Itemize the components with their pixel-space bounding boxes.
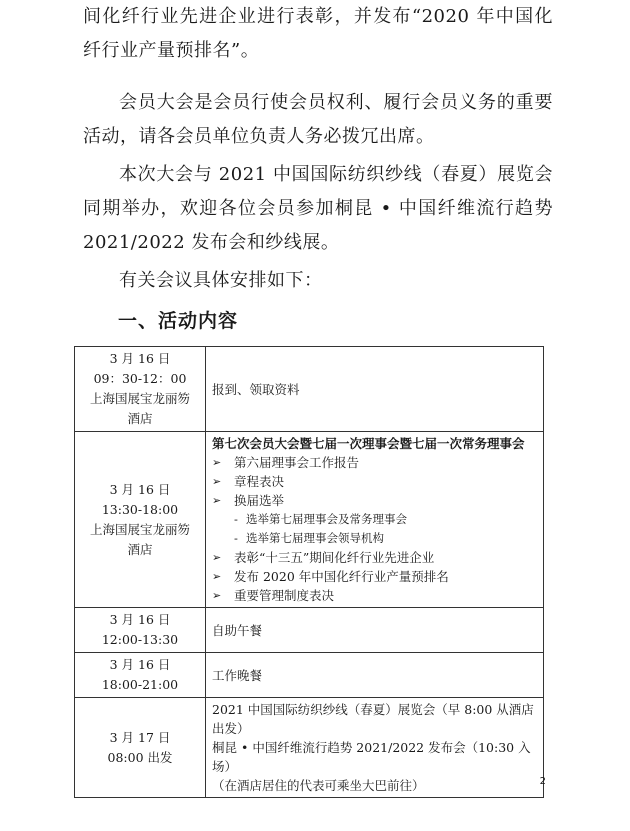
time-line: 3 月 16 日 xyxy=(109,351,171,366)
list-item-text: 表彰“十三五”期间化纤行业先进企业 xyxy=(234,550,435,565)
meeting-title: 第七次会员大会暨七届一次理事会暨七届一次常务理事会 xyxy=(212,436,525,451)
dash-icon: - xyxy=(234,531,238,545)
time-line: 3 月 16 日 xyxy=(109,657,171,672)
content-cell xyxy=(206,698,544,798)
list-item-text: 重要管理制度表决 xyxy=(234,588,335,603)
content-line: （在酒店居住的代表可乘坐大巴前往） xyxy=(212,778,425,793)
time-line: 上海国展宝龙丽笏 xyxy=(89,521,190,537)
content-cell xyxy=(206,653,544,698)
sub-item-text: 选举第七届理事会及常务理事会 xyxy=(246,512,407,526)
list-item xyxy=(212,567,537,586)
arrow-bullet-icon: ➢ xyxy=(212,494,222,507)
section-heading: 一、活动内容 xyxy=(118,310,239,332)
content-cell xyxy=(206,347,544,432)
dash-icon: - xyxy=(234,512,238,526)
list-item xyxy=(212,472,537,491)
agenda-list-continued xyxy=(212,548,537,605)
sub-list xyxy=(212,510,537,548)
time-cell xyxy=(75,698,206,798)
list-item xyxy=(212,491,537,510)
time-line: 13:30-18:00 xyxy=(101,501,179,517)
time-cell xyxy=(75,608,206,653)
paragraph-attendance: 会员大会是会员行使会员权利、履行会员义务的重要活动，请各会员单位负责人务必拨冗出席。 xyxy=(83,92,553,147)
table-row xyxy=(75,432,544,608)
paragraph-continuation: 间化纤行业先进企业进行表彰，并发布“2020 年中国化纤行业产量预排名”。 xyxy=(83,6,553,61)
sub-list-item xyxy=(234,510,537,529)
table-row xyxy=(75,653,544,698)
arrow-bullet-icon: ➢ xyxy=(212,570,222,583)
page-number: 2 xyxy=(539,776,546,787)
time-cell xyxy=(75,347,206,432)
list-item-text: 换届选举 xyxy=(234,493,285,508)
list-item xyxy=(212,586,537,605)
list-item-text: 第六届理事会工作报告 xyxy=(234,455,360,470)
time-line: 3 月 17 日 xyxy=(109,729,171,745)
table-row xyxy=(75,608,544,653)
paragraph-arrangement: 有关会议具体安排如下： xyxy=(119,270,323,291)
sub-item-text: 选举第七届理事会领导机构 xyxy=(246,531,384,545)
arrow-bullet-icon: ➢ xyxy=(212,551,222,564)
time-line: 酒店 xyxy=(127,541,153,557)
time-line: 酒店 xyxy=(127,411,153,426)
content-line: 2021 中国国际纺织纱线（春夏）展览会（早 8:00 从酒店出发） xyxy=(212,702,534,736)
time-line: 08:00 出发 xyxy=(107,749,173,765)
content-text: 自助午餐 xyxy=(212,622,263,638)
agenda-list xyxy=(212,453,537,510)
paragraph-expo: 本次大会与 2021 中国国际纺织纱线（春夏）展览会同期举办，欢迎各位会员参加桐昆 • 中国纤维流行趋势 2021/2022 发布会和纱线展。 xyxy=(83,164,553,253)
time-line: 3 月 16 日 xyxy=(109,481,171,497)
time-line: 3 月 16 日 xyxy=(109,612,171,627)
content-text: 报到、领取资料 xyxy=(212,381,300,397)
time-cell xyxy=(75,653,206,698)
table-row xyxy=(75,347,544,432)
content-text: 工作晚餐 xyxy=(212,667,263,683)
sub-list-item xyxy=(234,529,537,548)
time-line: 上海国展宝龙丽笏 xyxy=(89,391,190,406)
list-item xyxy=(212,453,537,472)
time-cell xyxy=(75,432,206,608)
content-line: 桐昆 • 中国纤维流行趋势 2021/2022 发布会（10:30 入场） xyxy=(212,740,531,774)
list-item xyxy=(212,548,537,567)
schedule-table xyxy=(74,346,544,798)
content-cell xyxy=(206,432,544,608)
time-line: 18:00-21:00 xyxy=(101,677,179,692)
arrow-bullet-icon: ➢ xyxy=(212,589,222,602)
arrow-bullet-icon: ➢ xyxy=(212,456,222,469)
content-cell xyxy=(206,608,544,653)
time-line: 09：30-12：00 xyxy=(93,371,187,386)
list-item-text: 章程表决 xyxy=(234,474,285,489)
arrow-bullet-icon: ➢ xyxy=(212,475,222,488)
time-line: 12:00-13:30 xyxy=(101,632,179,647)
list-item-text: 发布 2020 年中国化纤行业产量预排名 xyxy=(234,569,449,584)
table-row xyxy=(75,698,544,798)
